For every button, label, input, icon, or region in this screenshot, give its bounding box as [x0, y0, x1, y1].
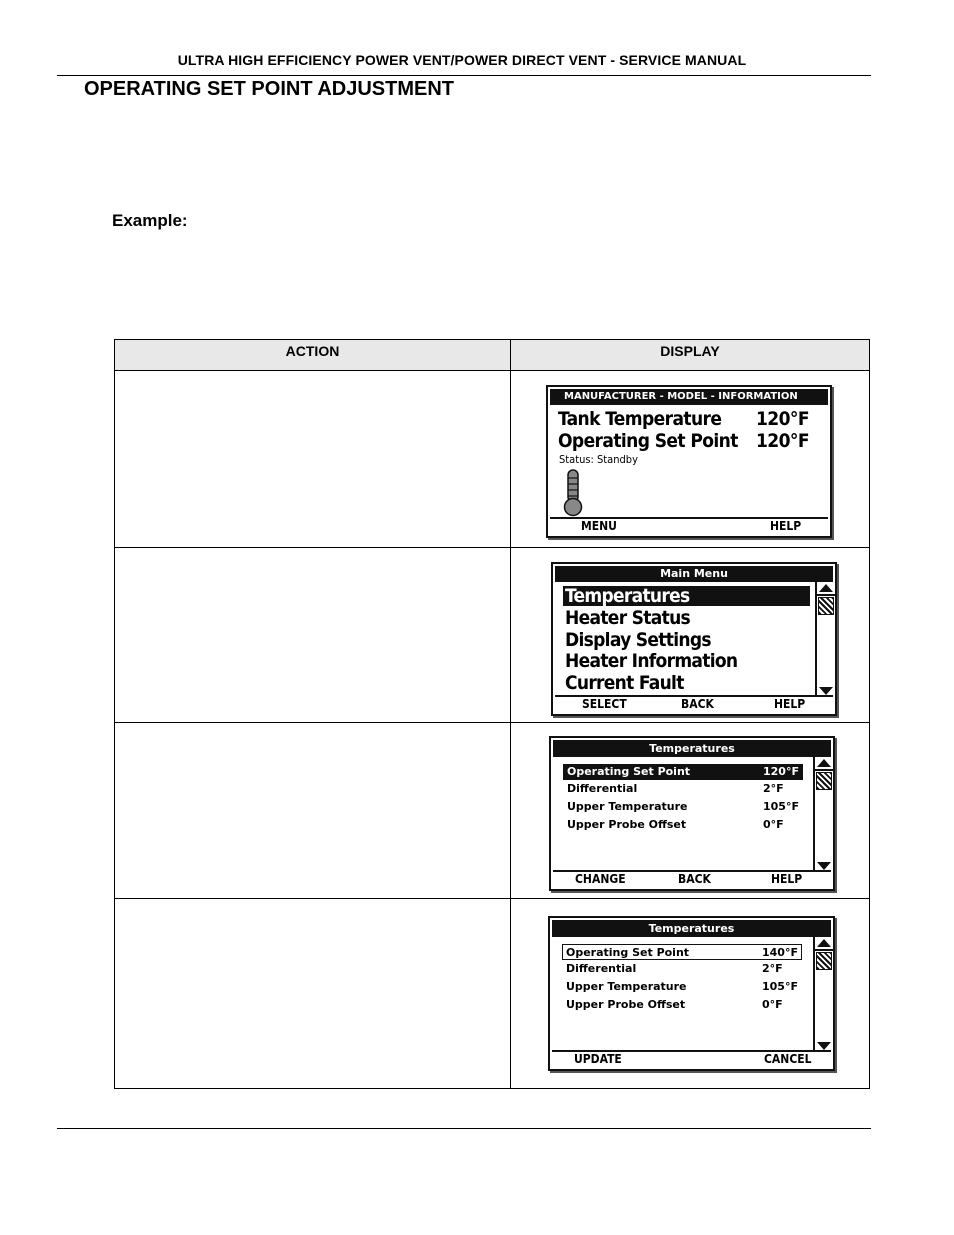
row-value: 0°F — [762, 998, 783, 1011]
column-header-action: ACTION — [115, 340, 511, 371]
screen-title-bar: Temperatures — [552, 920, 831, 937]
action-cell-2 — [115, 548, 511, 723]
row-value-editable[interactable]: 140°F — [762, 946, 798, 959]
temperature-row-editing[interactable] — [562, 944, 802, 960]
temperature-row[interactable] — [563, 799, 803, 815]
row-label: Upper Temperature — [567, 800, 688, 813]
temperature-row[interactable] — [562, 997, 802, 1013]
row-value: 0°F — [763, 818, 784, 831]
menu-item-current-fault[interactable]: Current Fault — [565, 672, 684, 694]
action-cell-4 — [115, 899, 511, 1089]
lcd-screen-temperatures-edit — [548, 916, 835, 1071]
display-cell-4 — [511, 899, 870, 1089]
softkey-bar — [550, 517, 828, 534]
scroll-down-arrow-icon[interactable] — [819, 687, 833, 695]
back-softkey[interactable]: BACK — [678, 872, 711, 886]
help-softkey[interactable]: HELP — [771, 872, 803, 886]
update-softkey[interactable]: UPDATE — [574, 1052, 622, 1066]
screen-title-bar: Main Menu — [555, 566, 833, 582]
scroll-thumb[interactable] — [816, 952, 832, 970]
action-cell-1 — [115, 371, 511, 548]
back-softkey[interactable]: BACK — [681, 697, 714, 711]
footer-rule — [57, 1128, 871, 1129]
display-cell-1 — [511, 371, 870, 548]
action-cell-3 — [115, 723, 511, 899]
temperature-row[interactable] — [563, 764, 803, 780]
change-softkey[interactable]: CHANGE — [575, 872, 626, 886]
lcd-screen-main-menu — [551, 562, 837, 716]
scroll-up-arrow-icon[interactable] — [819, 584, 833, 592]
status-text: Status: Standby — [559, 453, 638, 466]
screen-title-bar: Temperatures — [553, 740, 831, 757]
help-softkey[interactable]: HELP — [770, 519, 802, 533]
operating-set-point-value: 120°F — [756, 430, 809, 452]
column-header-display: DISPLAY — [511, 340, 870, 371]
menu-item-temperatures[interactable]: Temperatures — [563, 586, 810, 606]
row-label: Upper Probe Offset — [567, 818, 687, 831]
display-cell-3 — [511, 723, 870, 899]
row-label: Differential — [566, 962, 637, 975]
temperature-row[interactable] — [562, 961, 802, 977]
row-value: 105°F — [762, 980, 798, 993]
menu-item-display-settings[interactable]: Display Settings — [565, 629, 711, 651]
row-value: 105°F — [763, 800, 799, 813]
tank-temperature-label: Tank Temperature — [558, 408, 722, 430]
scroll-thumb[interactable] — [816, 772, 832, 790]
row-label: Upper Temperature — [566, 980, 687, 993]
menu-item-heater-status[interactable]: Heater Status — [565, 607, 691, 629]
lcd-screen-home — [546, 385, 832, 538]
softkey-bar — [553, 870, 831, 887]
screen-title-bar: MANUFACTURER - MODEL - INFORMATION — [550, 389, 828, 405]
row-label: Upper Probe Offset — [566, 998, 686, 1011]
row-label: Operating Set Point — [567, 765, 691, 778]
tank-temperature-value: 120°F — [756, 408, 809, 430]
row-label: Operating Set Point — [566, 946, 690, 959]
softkey-bar — [555, 695, 833, 712]
menu-scrollbar[interactable] — [815, 582, 835, 697]
display-cell-2 — [511, 548, 870, 723]
menu-item-heater-information[interactable]: Heater Information — [565, 650, 738, 672]
section-title: OPERATING SET POINT ADJUSTMENT — [84, 78, 455, 100]
scroll-up-arrow-icon[interactable] — [817, 759, 831, 767]
thermometer-icon — [562, 469, 584, 517]
header-rule — [57, 75, 871, 76]
scroll-up-arrow-icon[interactable] — [817, 939, 831, 947]
scroll-down-arrow-icon[interactable] — [817, 1042, 831, 1050]
list-scrollbar[interactable] — [813, 937, 833, 1052]
manual-header-title: ULTRA HIGH EFFICIENCY POWER VENT/POWER DIRECT VENT - SERVICE MANUAL — [177, 52, 747, 68]
operating-set-point-label: Operating Set Point — [558, 430, 738, 452]
temperature-row[interactable] — [563, 817, 803, 833]
row-value: 2°F — [762, 962, 783, 975]
cancel-softkey[interactable]: CANCEL — [764, 1052, 812, 1066]
select-softkey[interactable]: SELECT — [582, 697, 627, 711]
row-label: Differential — [567, 782, 638, 795]
temperature-row[interactable] — [563, 781, 803, 797]
scroll-thumb[interactable] — [818, 597, 834, 615]
row-value: 120°F — [763, 765, 799, 778]
softkey-bar — [552, 1050, 831, 1067]
row-value: 2°F — [763, 782, 784, 795]
list-scrollbar[interactable] — [813, 757, 833, 872]
scroll-down-arrow-icon[interactable] — [817, 862, 831, 870]
temperature-row[interactable] — [562, 979, 802, 995]
action-display-table — [114, 339, 870, 1089]
menu-softkey[interactable]: MENU — [581, 519, 617, 533]
example-label: Example: — [112, 211, 188, 230]
lcd-screen-temperatures — [549, 736, 835, 891]
help-softkey[interactable]: HELP — [774, 697, 806, 711]
